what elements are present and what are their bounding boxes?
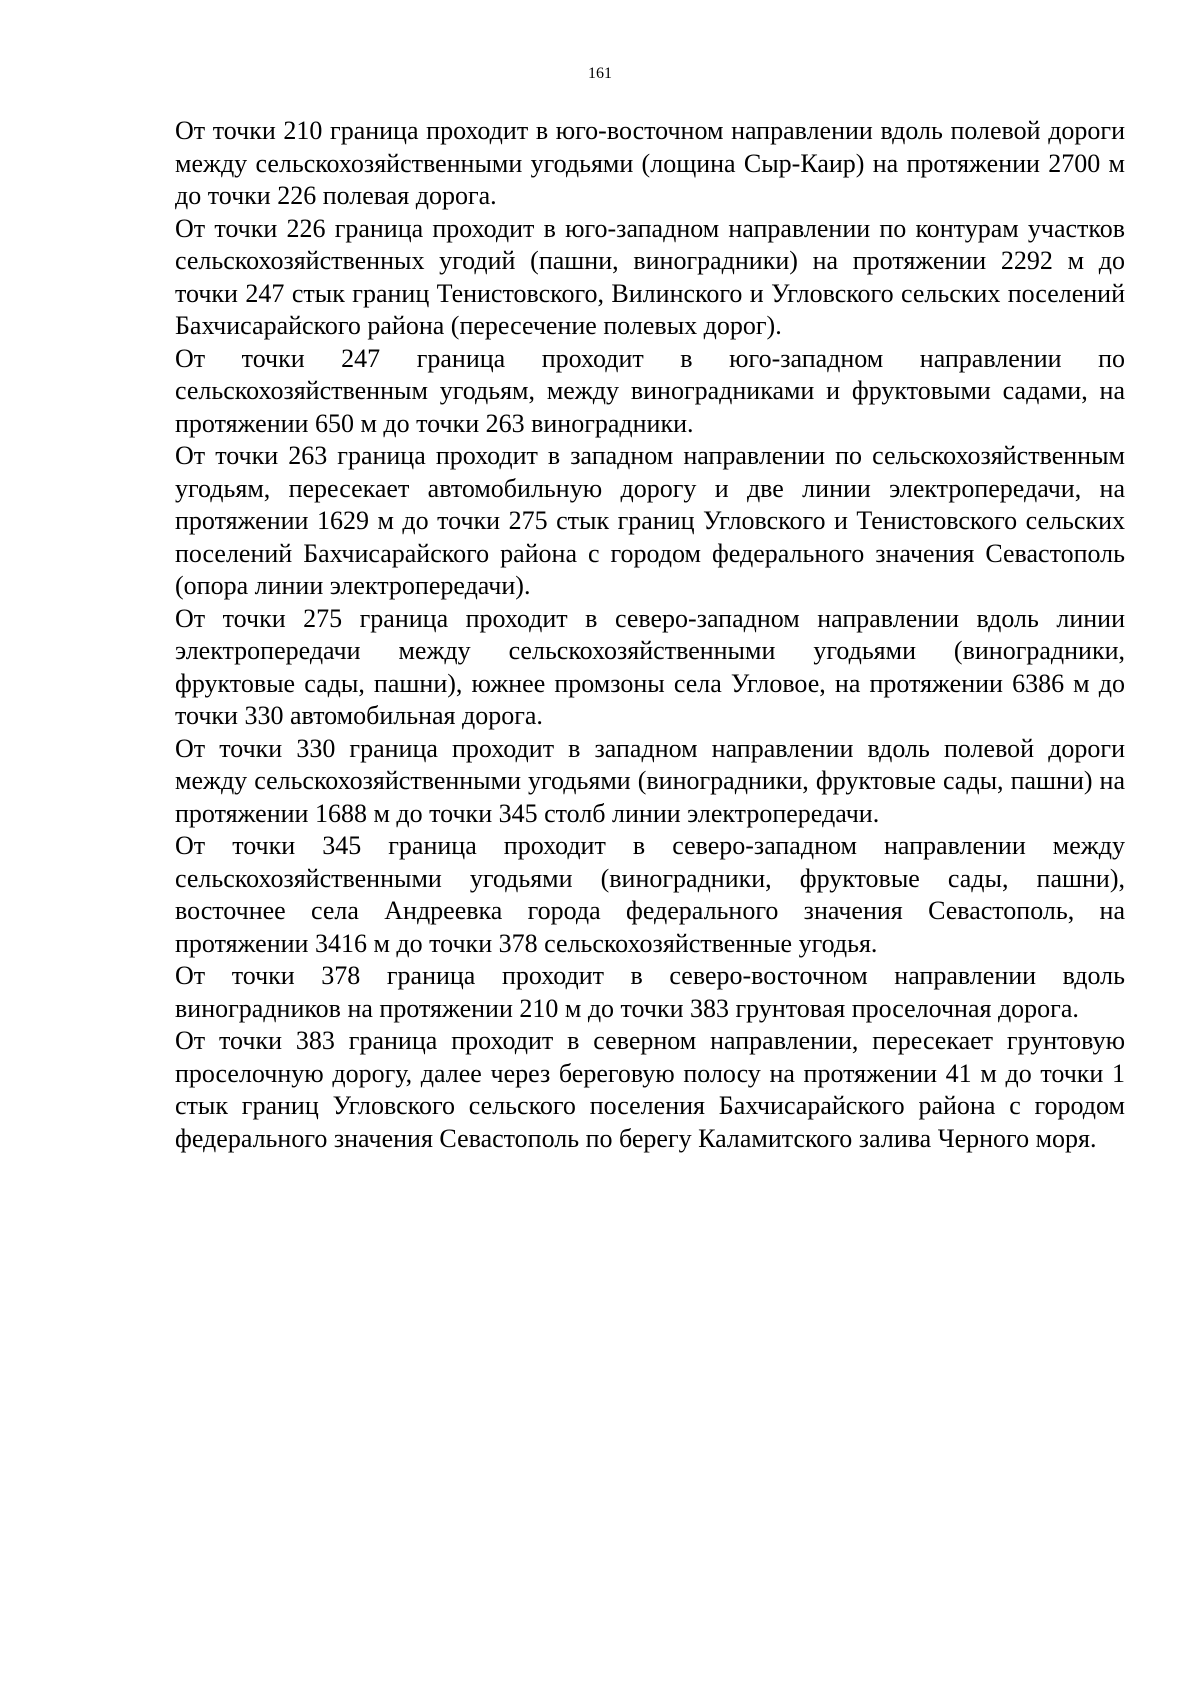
body-text xyxy=(175,115,1125,1155)
page-number: 161 xyxy=(588,65,612,82)
paragraph: От точки 226 граница проходит в юго-западном направлении по контурам участков сельскохозяйственных угодий (пашни, виноградники) на протяжении 2292 м до точки 247 стык границ Тенистовского, Вилинского и Угловского сельских поселений Бахчисарайского района (пересечение полевых дорог). xyxy=(175,213,1125,340)
paragraph: От точки 383 граница проходит в северном направлении, пересекает грунтовую проселочную дорогу, далее через береговую полосу на протяжении 41 м до точки 1 стык границ Угловского сельского поселения Бахчисарайского района с городом федерального значения Севастополь по берегу Каламитского залива Черного моря. xyxy=(175,1026,1125,1153)
paragraph: От точки 330 граница проходит в западном направлении вдоль полевой дороги между сельскохозяйственными угодьями (виноградники, фруктовые сады, пашни) на протяжении 1688 м до точки 345 столб линии электропередачи. xyxy=(175,733,1125,828)
paragraph: От точки 247 граница проходит в юго-западном направлении по сельскохозяйственным угодьям, между виноградниками и фруктовыми садами, на протяжении 650 м до точки 263 виноградники. xyxy=(175,343,1125,438)
paragraph: От точки 345 граница проходит в северо-западном направлении между сельскохозяйственными угодьями (виноградники, фруктовые сады, пашни), восточнее села Андреевка города федерального значения Севастополь, на протяжении 3416 м до точки 378 сельскохозяйственные угодья. xyxy=(175,831,1125,958)
paragraph: От точки 210 граница проходит в юго-восточном направлении вдоль полевой дороги между сельскохозяйственными угодьями (лощина Сыр-Каир) на протяжении 2700 м до точки 226 полевая дорога. xyxy=(175,116,1125,210)
paragraph: От точки 275 граница проходит в северо-западном направлении вдоль линии электропередачи между сельскохозяйственными угодьями (виноградники, фруктовые сады, пашни), южнее промзоны села Угловое, на протяжении 6386 м до точки 330 автомобильная дорога. xyxy=(175,603,1125,730)
paragraph: От точки 378 граница проходит в северо-восточном направлении вдоль виноградников на протяжении 210 м до точки 383 грунтовая проселочная дорога. xyxy=(175,961,1125,1023)
paragraph: От точки 263 граница проходит в западном направлении по сельскохозяйственным угодьям, пересекает автомобильную дорогу и две линии электропередачи, на протяжении 1629 м до точки 275 стык границ Угловского и Тенистовского сельских поселений Бахчисарайского района с городом федерального значения Севастополь (опора линии электропередачи). xyxy=(175,441,1125,600)
